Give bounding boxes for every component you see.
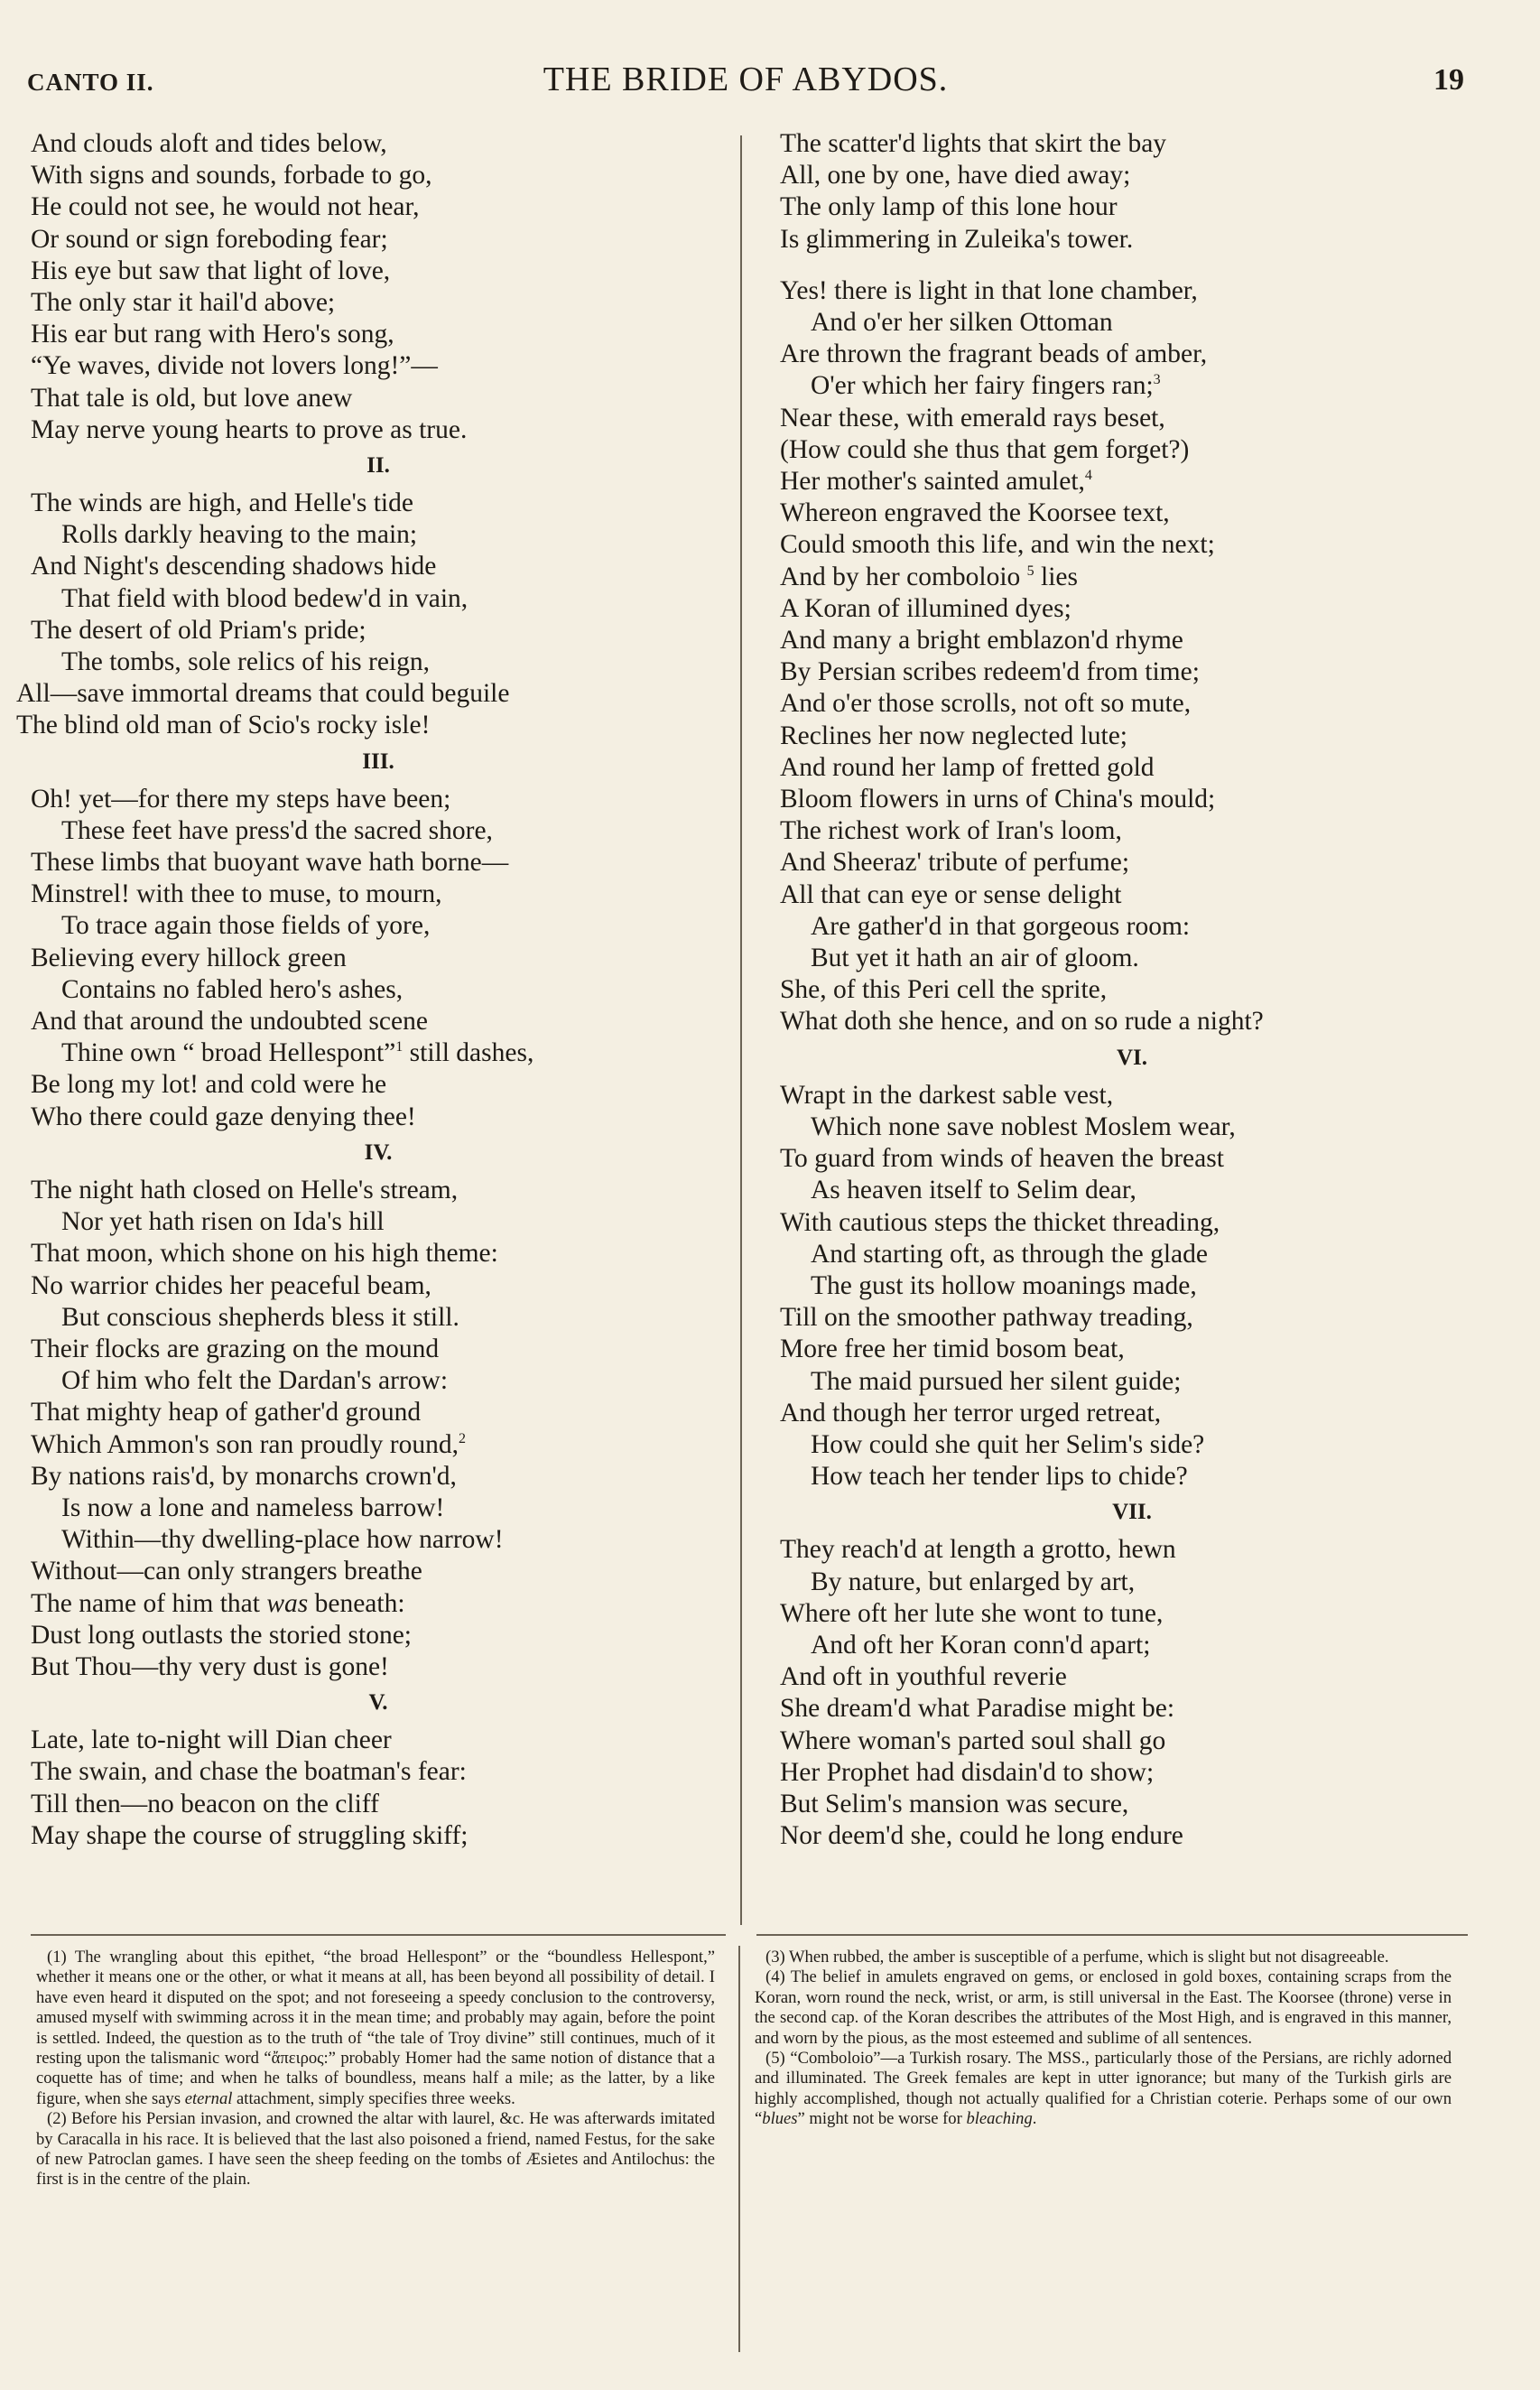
- verse-text: Thine own “ broad Hellespont”: [61, 1038, 396, 1068]
- verse-line: And clouds aloft and tides below,: [31, 129, 387, 158]
- verse-line: Till then—no beacon on the cliff: [31, 1789, 379, 1818]
- verse-line: Contains no fabled hero's ashes,: [61, 974, 404, 1004]
- stanza-3: [31, 784, 726, 1133]
- footnote-text: ” might not be worse for: [797, 2109, 967, 2129]
- verse-line: And oft in youthful reverie: [780, 1662, 1067, 1692]
- verse-line: The richest work of Iran's loom,: [780, 816, 1122, 846]
- canto-label: CANTO II.: [27, 69, 154, 96]
- verse-line: Her Prophet had disdain'd to show;: [780, 1757, 1155, 1787]
- verse-line: Who there could gaze denying thee!: [31, 1102, 416, 1131]
- footnote-1: [36, 1948, 715, 2109]
- verse-line: [31, 1037, 726, 1069]
- verse-line: Near these, with emerald rays beset,: [780, 403, 1165, 432]
- verse-line: All—save immortal dreams that could beguile: [16, 679, 510, 709]
- footnote-marker: 4: [1084, 468, 1092, 484]
- verse-line: To guard from winds of heaven the breast: [780, 1144, 1224, 1174]
- stanza-5-continued: [780, 128, 1484, 256]
- verse-line: All, one by one, have died away;: [780, 161, 1131, 191]
- verse-line: And many a bright emblazon'd rhyme: [780, 626, 1183, 656]
- verse-line: With signs and sounds, forbade to go,: [31, 161, 432, 191]
- verse-line: His ear but rang with Hero's song,: [31, 320, 394, 349]
- verse-line: [31, 1429, 726, 1461]
- running-header: [27, 60, 1464, 105]
- footnote-text: attachment, simply specifies three weeks.: [232, 2088, 515, 2108]
- stanza-7: [780, 1534, 1484, 1852]
- verse-emphasis: was: [266, 1588, 309, 1618]
- verse-line: More free her timid bosom beat,: [780, 1334, 1125, 1364]
- stanza-number: VI.: [1116, 1045, 1148, 1070]
- verse-line: All that can eye or sense delight: [780, 879, 1122, 909]
- verse-line: She dream'd what Paradise might be:: [780, 1694, 1175, 1724]
- verse-line: Be long my lot! and cold were he: [31, 1070, 387, 1100]
- verse-line: Rolls darkly heaving to the main;: [61, 520, 418, 550]
- stanza-1: [31, 128, 726, 446]
- verse-line: And starting oft, as through the glade: [811, 1239, 1208, 1269]
- stanza-number: IV.: [364, 1139, 393, 1165]
- verse-line: May shape the course of struggling skiff;: [31, 1820, 468, 1850]
- verse-line: Minstrel! with thee to muse, to mourn,: [31, 879, 442, 909]
- verse-line: By Persian scribes redeem'd from time;: [780, 657, 1200, 687]
- verse-text: The name of him that: [31, 1588, 267, 1618]
- verse-line: Are thrown the fragrant beads of amber,: [780, 339, 1208, 369]
- verse-line: But conscious shepherds bless it still.: [61, 1302, 459, 1332]
- verse-line: The only star it hail'd above;: [31, 288, 336, 318]
- verse-line: The blind old man of Scio's rocky isle!: [16, 711, 431, 740]
- verse-line: That field with blood bedew'd in vain,: [61, 583, 468, 613]
- verse-line: [31, 1588, 726, 1620]
- verse-line: The only lamp of this lone hour: [780, 192, 1118, 222]
- right-column: [780, 128, 1484, 1934]
- verse-line: But Thou—thy very dust is gone!: [31, 1651, 389, 1681]
- stanza-4: [31, 1175, 726, 1683]
- verse-line: Within—thy dwelling-place how narrow!: [61, 1525, 504, 1555]
- verse-line: [780, 370, 1484, 402]
- verse-line: With cautious steps the thicket threading,: [780, 1207, 1220, 1237]
- verse-line: Where oft her lute she wont to tune,: [780, 1598, 1164, 1628]
- verse-line: And that around the undoubted scene: [31, 1007, 428, 1037]
- verse-line: Believing every hillock green: [31, 943, 347, 972]
- footnote-2: [36, 2109, 715, 2190]
- verse-line: The winds are high, and Helle's tide: [31, 488, 413, 518]
- verse-line: By nature, but enlarged by art,: [811, 1567, 1136, 1596]
- verse-line: That tale is old, but love anew: [31, 383, 353, 413]
- footnote-marker: 3: [1153, 372, 1161, 388]
- verse-line: Is glimmering in Zuleika's tower.: [780, 224, 1134, 254]
- verse-line: Wrapt in the darkest sable vest,: [780, 1080, 1114, 1110]
- verse-line: Nor deem'd she, could he long endure: [780, 1821, 1183, 1851]
- verse-line: By nations rais'd, by monarchs crown'd,: [31, 1461, 457, 1491]
- verse-line: [780, 466, 1484, 498]
- verse-line: “Ye waves, divide not lovers long!”—: [31, 351, 438, 381]
- verse-line: Could smooth this life, and win the next;: [780, 530, 1215, 560]
- verse-line: These limbs that buoyant wave hath borne—: [31, 848, 509, 878]
- verse-line: But yet it hath an air of gloom.: [811, 944, 1139, 973]
- footnote-5: [755, 2049, 1452, 2130]
- stanza-number: III.: [362, 749, 394, 774]
- verse-line: Reclines her now neglected lute;: [780, 721, 1127, 750]
- footnote-emphasis: eternal: [184, 2088, 233, 2108]
- verse-line: Without—can only strangers breathe: [31, 1557, 422, 1586]
- verse-line: That moon, which shone on his high theme:: [31, 1239, 498, 1269]
- stanza-5: [31, 1725, 726, 1852]
- stanza-number: V.: [368, 1690, 388, 1716]
- verse-line: No warrior chides her peaceful beam,: [31, 1270, 431, 1300]
- verse-text: O'er which her fairy fingers ran;: [811, 371, 1154, 401]
- verse-line: And round her lamp of fretted gold: [780, 752, 1155, 782]
- verse-text: Which Ammon's son ran proudly round,: [31, 1429, 459, 1459]
- page-number: 19: [1433, 63, 1464, 97]
- left-column: [16, 128, 726, 1934]
- footnote-text: (1) The wrangling about this epithet, “the broad Hellespont” or the “boundless Hellespont,” whether it means one or the other, or what it means at all, has been beyond all possibility of detail. I have even heard it disputed on the spot; and not foreseeing a speedy conclusion to the controversy, amused myself with swimming across it in the mean time; and probably may again, before the point is settled. Indeed, the question as to the truth of “the tale of Troy divine” still continues, much of it resting upon the talismanic word “ἄπειρος:” probably Homer had the same notion of distance that a coquette has of time; and when he talks of boundless, means half a mile; as the latter, by a like figure, when she says: [36, 1948, 715, 2108]
- verse-line: Which none save noblest Moslem wear,: [811, 1111, 1236, 1141]
- verse-line: Is now a lone and nameless barrow!: [61, 1493, 445, 1522]
- verse-line: Where woman's parted soul shall go: [780, 1725, 1166, 1755]
- stanza-number: VII.: [1112, 1500, 1152, 1525]
- stanza-5-chamber: [780, 275, 1484, 1038]
- footnote-text: .: [1032, 2109, 1037, 2129]
- verse-line: To trace again those fields of yore,: [61, 911, 431, 941]
- verse-line: Dust long outlasts the storied stone;: [31, 1620, 412, 1650]
- footnote-column-divider: [738, 1946, 740, 2352]
- verse-line: As heaven itself to Selim dear,: [811, 1176, 1136, 1205]
- verse-text: And by her comboloio: [780, 562, 1021, 591]
- verse-line: Bloom flowers in urns of China's mould;: [780, 785, 1216, 814]
- footnote-rule: [756, 1934, 1468, 1936]
- stanza-2: [16, 488, 726, 742]
- verse-line: A Koran of illumined dyes;: [780, 593, 1072, 623]
- verse-line: The night hath closed on Helle's stream,: [31, 1175, 459, 1204]
- verse-line: And o'er those scrolls, not oft so mute,: [780, 689, 1192, 719]
- verse-line: He could not see, he would not hear,: [31, 192, 420, 222]
- footnote-marker: 5: [1026, 563, 1034, 579]
- verse-line: But Selim's mansion was secure,: [780, 1789, 1129, 1818]
- verse-line: Till on the smoother pathway treading,: [780, 1303, 1193, 1333]
- verse-line: These feet have press'd the sacred shore,: [61, 815, 493, 845]
- footnote-rule: [31, 1934, 726, 1936]
- stanza-6: [780, 1080, 1484, 1493]
- footnote-emphasis: bleaching: [966, 2109, 1033, 2129]
- verse-line: And Night's descending shadows hide: [31, 552, 437, 581]
- footnotes-left: [36, 1948, 715, 2190]
- verse-line: The desert of old Priam's pride;: [31, 615, 366, 645]
- footnote-marker: 2: [459, 1430, 466, 1446]
- verse-line: The swain, and chase the boatman's fear:: [31, 1757, 467, 1787]
- footnotes-right: [755, 1948, 1452, 2130]
- verse-text: lies: [1034, 562, 1078, 591]
- footnote-emphasis: blues: [762, 2109, 798, 2129]
- stanza-number: II.: [366, 453, 390, 479]
- column-divider: [740, 135, 742, 1925]
- verse-line: She, of this Peri cell the sprite,: [780, 975, 1108, 1005]
- verse-line: And Sheeraz' tribute of perfume;: [780, 848, 1130, 878]
- verse-line: Or sound or sign foreboding fear;: [31, 224, 388, 254]
- verse-text: Her mother's sainted amulet,: [780, 467, 1085, 497]
- verse-line: Of him who felt the Dardan's arrow:: [61, 1366, 449, 1396]
- verse-line: And o'er her silken Ottoman: [811, 308, 1113, 338]
- verse-line: Nor yet hath risen on Ida's hill: [61, 1207, 385, 1237]
- verse-line: That mighty heap of gather'd ground: [31, 1398, 422, 1427]
- verse-line: The scatter'd lights that skirt the bay: [780, 129, 1167, 158]
- footnote-4: (4) The belief in amulets engraved on gems, or enclosed in gold boxes, containing scraps from the Koran, worn round the neck, wrist, or arm, is still universal in the East. The Koorsee (throne) verse in the second cap. of the Koran describes the attributes of the Most High, and is engraved in this manner, and worn by the pious, as the most esteemed and sublime of all sentences.: [755, 1967, 1452, 2048]
- verse-text: still dashes,: [409, 1038, 534, 1068]
- verse-line: Late, late to-night will Dian cheer: [31, 1725, 392, 1755]
- verse-line: They reach'd at length a grotto, hewn: [780, 1535, 1176, 1565]
- verse-line: How could she quit her Selim's side?: [811, 1429, 1205, 1459]
- verse-line: Are gather'd in that gorgeous room:: [811, 911, 1191, 941]
- verse-line: May nerve young hearts to prove as true.: [31, 414, 468, 444]
- footnote-text: (5) “Comboloio”—a Turkish rosary. The MSS., particularly those of the Persians, are richly adorned and illuminated. The Greek females are kept in utter ignorance; but many of the Turkish girls are highly accomplished, though not actually qualified for a Christian coterie. Perhaps some of our own “: [755, 2049, 1452, 2129]
- footnote-marker: 1: [395, 1039, 404, 1056]
- verse-line: His eye but saw that light of love,: [31, 256, 391, 285]
- verse-text: beneath:: [308, 1588, 405, 1618]
- verse-line: (How could she thus that gem forget?): [780, 434, 1190, 464]
- verse-line: [780, 562, 1484, 593]
- footnote-3: (3) When rubbed, the amber is susceptible of a perfume, which is slight but not disagreeable.: [765, 1948, 1389, 1967]
- verse-line: The gust its hollow moanings made,: [811, 1270, 1197, 1300]
- page-title: THE BRIDE OF ABYDOS.: [543, 60, 949, 98]
- verse-line: And oft her Koran conn'd apart;: [811, 1630, 1151, 1660]
- verse-line: The maid pursued her silent guide;: [811, 1366, 1182, 1396]
- verse-line: Yes! there is light in that lone chamber,: [780, 275, 1198, 305]
- verse-line: What doth she hence, and on so rude a night?: [780, 1007, 1264, 1037]
- verse-line: And though her terror urged retreat,: [780, 1398, 1162, 1427]
- verse-line: Their flocks are grazing on the mound: [31, 1334, 440, 1363]
- verse-line: How teach her tender lips to chide?: [811, 1462, 1188, 1492]
- verse-line: Oh! yet—for there my steps have been;: [31, 784, 451, 814]
- stanza-gap: [780, 256, 1484, 275]
- verse-line: Whereon engraved the Koorsee text,: [780, 498, 1170, 528]
- verse-line: The tombs, sole relics of his reign,: [61, 647, 431, 677]
- footnote-text: (2) Before his Persian invasion, and crowned the altar with laurel, &c. He was afterwards imitated by Caracalla in his race. It is believed that the last also poisoned a friend, named Festus, for the sake of new Patroclan games. I have seen the sheep feeding on the tombs of Æsietes and Antilochus: the first is in the centre of the plain.: [36, 2109, 715, 2190]
